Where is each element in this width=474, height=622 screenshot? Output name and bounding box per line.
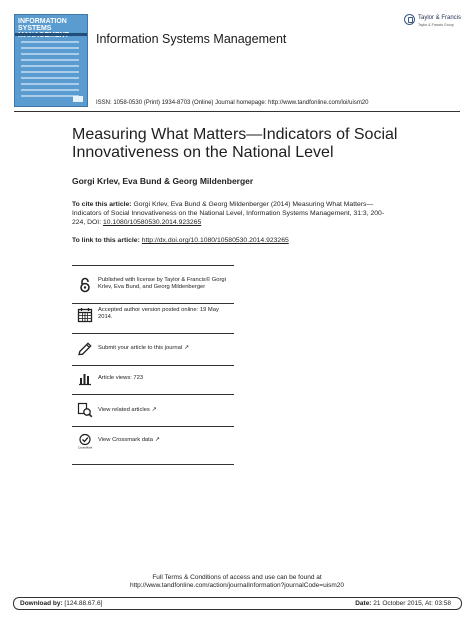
accepted-text: Accepted author version posted online: 19 May 2014.: [98, 307, 219, 320]
panel-divider: [72, 426, 234, 427]
external-link-icon: ↗: [184, 345, 190, 351]
journal-cover: [14, 14, 88, 107]
journal-name: Information Systems Management: [96, 32, 287, 46]
crossmark-icon: [77, 433, 93, 449]
submit-link[interactable]: [98, 345, 189, 352]
date-label: Date:: [355, 600, 372, 607]
license-row: [72, 277, 234, 293]
panel-divider: [72, 365, 234, 366]
download-value: [124.88.67.6]: [64, 600, 103, 607]
publisher-sub: Taylor & Francis Group: [418, 23, 454, 27]
publisher-logo-icon: [404, 14, 415, 25]
external-link-icon: ↗: [154, 437, 161, 443]
citation-block: [72, 200, 392, 227]
terms-line-1: Full Terms & Conditions of access and use can be found at: [152, 574, 322, 581]
submit-text[interactable]: Submit your article to this journal: [98, 345, 183, 351]
license-text: Published with license by Taylor & Francis© Gorgi Krlev, Eva Bund, and Georg Mildenberger: [98, 277, 226, 290]
related-text[interactable]: View related articles: [98, 407, 150, 413]
open-access-icon: [77, 277, 93, 293]
panel-divider: [72, 303, 234, 304]
panel-divider: [72, 394, 234, 395]
edit-icon: [77, 341, 93, 357]
accepted-row: [72, 307, 234, 323]
views-text: Article views: 723: [98, 375, 144, 381]
bar-chart-icon: [77, 370, 93, 386]
download-info: [20, 600, 102, 607]
cover-corner: [73, 96, 83, 102]
issn-line: ISSN: 1058-0530 (Print) 1934-8703 (Online) Journal homepage: http://www.tandfonline.com/loi/uism20: [96, 100, 369, 106]
crossmark-link[interactable]: [98, 437, 160, 444]
terms-line-2[interactable]: http://www.tandfonline.com/action/journalInformation?journalCode=uism20: [129, 582, 345, 589]
publisher-name: Taylor & Francis: [418, 15, 462, 21]
publisher-logo: [404, 14, 464, 36]
crossmark-row[interactable]: [72, 433, 234, 449]
cover-lines: [21, 41, 79, 101]
crossmark-logo-text: CrossMark: [77, 445, 93, 449]
article-authors: Gorgi Krlev, Eva Bund & Georg Mildenberger: [72, 176, 254, 186]
related-link[interactable]: [98, 407, 157, 414]
cover-band: [15, 33, 87, 36]
article-doi-link[interactable]: http://dx.doi.org/10.1080/10580530.2014.923265: [141, 237, 289, 244]
calendar-icon: [77, 307, 93, 323]
download-bar: [13, 597, 462, 610]
article-title: Measuring What Matters—Indicators of Social Innovativeness on the National Level: [72, 126, 398, 161]
article-actions-panel: [72, 265, 234, 465]
crossmark-text[interactable]: View Crossmark data: [98, 437, 153, 443]
article-link-label: To link to this article:: [72, 237, 140, 244]
related-articles-icon: [77, 402, 93, 418]
article-link-line: [72, 237, 392, 244]
date-info: [355, 600, 451, 607]
views-row: [72, 370, 234, 386]
header-divider: [14, 111, 460, 112]
download-label: Download by:: [20, 600, 63, 607]
citation-doi-link[interactable]: 10.1080/10580530.2014.923265: [102, 219, 202, 226]
external-link-icon: ↗: [151, 407, 157, 413]
panel-divider: [72, 333, 234, 334]
date-value: 21 October 2015, At: 03:58: [373, 600, 451, 607]
terms-notice: [100, 574, 374, 590]
cover-title: INFORMATION SYSTEMS: [18, 18, 67, 32]
submit-row[interactable]: [72, 341, 234, 357]
related-row[interactable]: [72, 402, 234, 418]
citation-text: Gorgi Krlev, Eva Bund & Georg Mildenberger (2014) Measuring What Matters—Indicators of Social Innovativeness on the National Level, Information Systems Management, 31:3, 200-224, DOI:: [72, 201, 385, 226]
citation-label: To cite this article:: [72, 201, 132, 208]
